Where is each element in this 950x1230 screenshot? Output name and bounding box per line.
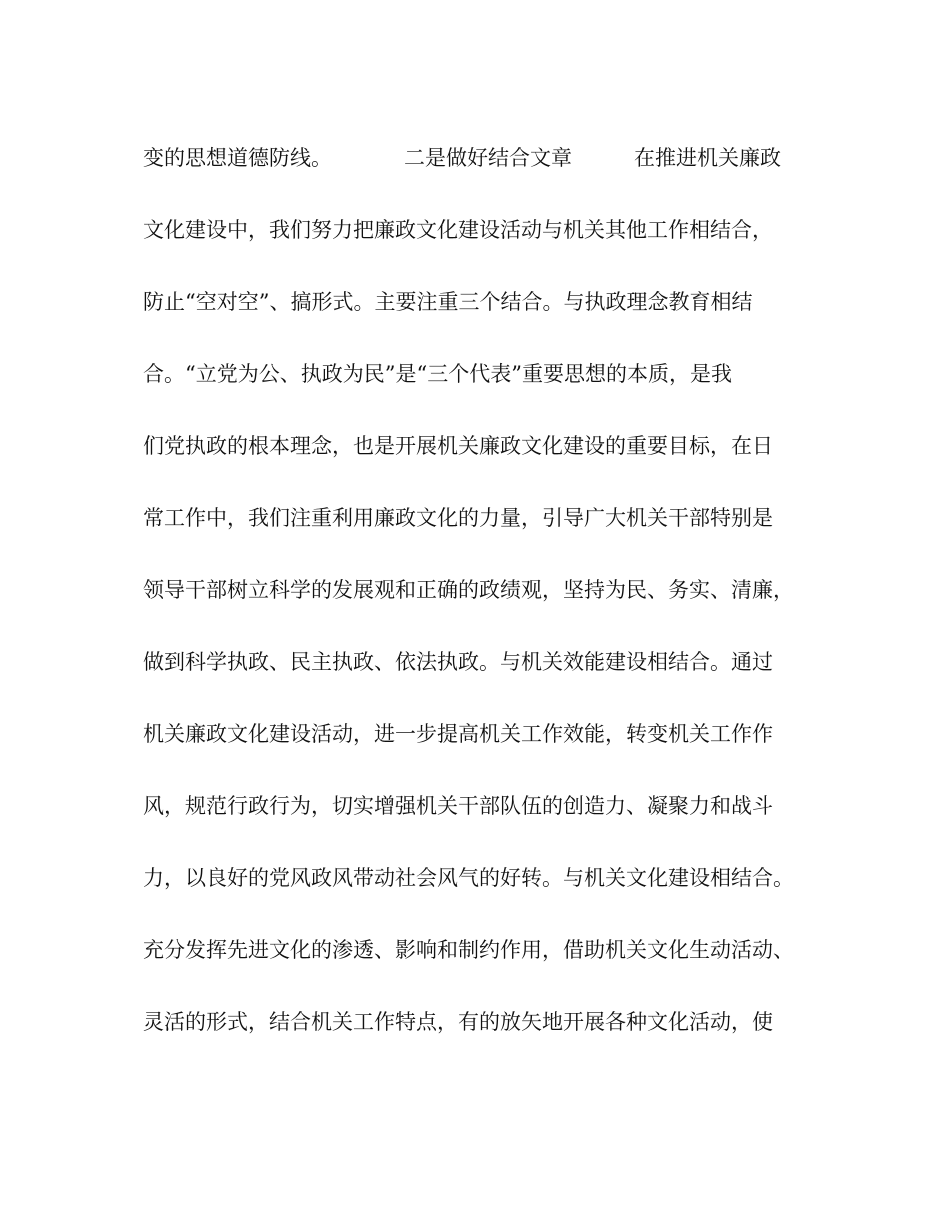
text-line-1 — [143, 143, 843, 173]
text-segment-opening: 在推进机关廉政 — [634, 146, 781, 170]
text-line-6: 常工作中，我们注重利用廉政文化的力量，引导广大机关干部特别是 — [143, 506, 773, 530]
text-line-8: 做到科学执政、民主执政、依法执政。与机关效能建设相结合。通过 — [143, 650, 773, 674]
text-line-11: 力，以良好的党风政风带动社会风气的好转。与机关文化建设相结合。 — [143, 866, 794, 890]
text-line-12: 充分发挥先进文化的渗透、影响和制约作用，借助机关文化生动活动、 — [143, 938, 794, 962]
text-line-4: 合。“立党为公、执政为民”是“三个代表”重要思想的本质，是我 — [143, 362, 732, 386]
text-line-9: 机关廉政文化建设活动，进一步提高机关工作效能，转变机关工作作 — [143, 722, 773, 746]
text-line-10: 风，规范行政行为，切实增强机关干部队伍的创造力、凝聚力和战斗 — [143, 794, 773, 818]
text-line-13: 灵活的形式，结合机关工作特点，有的放矢地开展各种文化活动，使 — [143, 1010, 773, 1034]
text-line-5: 们党执政的根本理念，也是开展机关廉政文化建设的重要目标，在日 — [143, 434, 773, 458]
text-line-3: 防止“空对空”、搞形式。主要注重三个结合。与执政理念教育相结 — [143, 290, 753, 314]
text-segment-closing: 变的思想道德防线。 — [143, 146, 332, 170]
text-line-7: 领导干部树立科学的发展观和正确的政绩观，坚持为民、务实、清廉， — [143, 578, 794, 602]
text-line-2: 文化建设中，我们努力把廉政文化建设活动与机关其他工作相结合， — [143, 218, 773, 242]
section-heading-second: 二是做好结合文章 — [404, 146, 572, 170]
